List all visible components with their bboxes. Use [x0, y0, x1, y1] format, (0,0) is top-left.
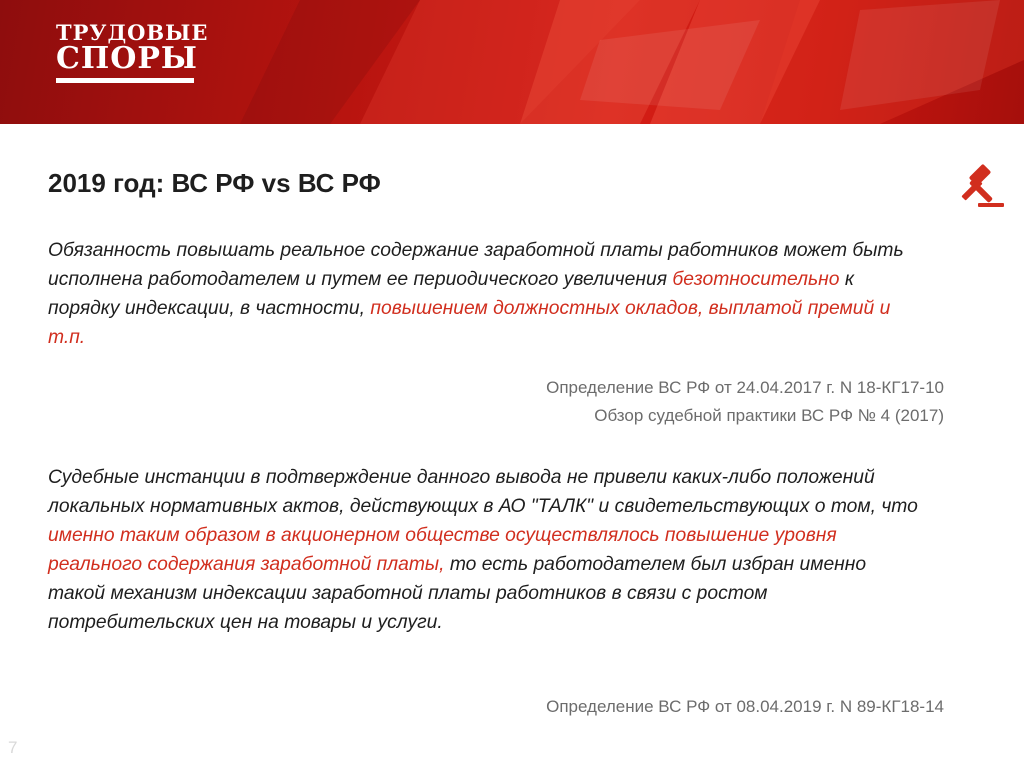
- citation-2: [546, 693, 944, 721]
- logo-line2: СПОРЫ: [56, 41, 198, 76]
- page-number: 7: [8, 738, 18, 757]
- paragraph-2-highlight: именно таким образом в акционерном обществе осуществлялось повышение уровня реального содержания заработной платы,: [48, 525, 837, 575]
- paragraph-1-text-a: Обязанность повышать реальное содержание заработной платы работников может быть исполнена работодателем и путем ее периодического увеличения: [48, 240, 904, 290]
- paragraph-2-text-a: Судебные инстанции в подтверждение данного вывода не привели каких-либо положений локальных нормативных актов, действующих в АО "ТАЛК" и свидетельствующих о том, что: [48, 467, 918, 517]
- header-banner: [0, 0, 1024, 124]
- paragraph-1: [48, 236, 928, 352]
- gavel-icon: [956, 163, 1008, 211]
- logo: [56, 20, 209, 83]
- citation-1-line-2: Обзор судебной практики ВС РФ № 4 (2017): [594, 406, 944, 425]
- citation-1: [546, 374, 944, 430]
- paragraph-1-text-b: к порядку индексации, в частности,: [48, 269, 854, 319]
- slide-title: 2019 год: ВС РФ vs ВС РФ: [48, 168, 381, 198]
- paragraph-1-highlight-a: безотносительно: [672, 269, 840, 290]
- logo-underline: [56, 78, 194, 83]
- paragraph-1-highlight-b: повышением должностных окладов, выплатой премий и т.п.: [48, 298, 891, 348]
- paragraph-2: [48, 463, 928, 637]
- logo-line1: ТРУДОВЫЕ: [56, 20, 209, 45]
- citation-1-line-1: Определение ВС РФ от 24.04.2017 г. N 18-КГ17-10: [546, 378, 944, 397]
- paragraph-2-text-b: то есть работодателем был избран именно такой механизм индексации заработной платы работников в связи с ростом потребительских цен на товары и услуги.: [48, 554, 867, 633]
- citation-2-line-1: Определение ВС РФ от 08.04.2019 г. N 89-КГ18-14: [546, 697, 944, 716]
